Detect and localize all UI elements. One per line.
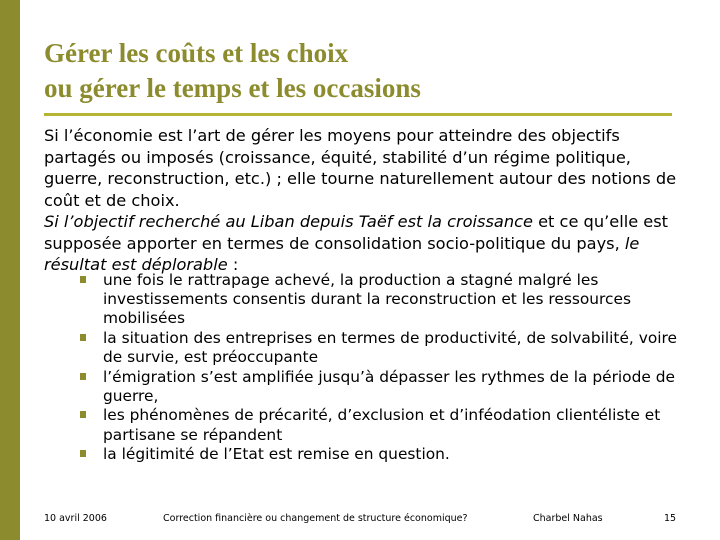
title-line-1: Gérer les coûts et les choix <box>44 38 349 68</box>
paragraph-2-tail: : <box>227 255 239 274</box>
list-item <box>80 271 700 328</box>
footer-author: Charbel Nahas <box>533 513 603 524</box>
paragraph-1: Si l’économie est l’art de gérer les moyens pour atteindre des objectifs partagés ou imposés (croissance, équité, stabilité d’un régime politique, guerre, reconstruction, etc.) ; elle tourne naturellement autour des notions de coût et de choix. <box>44 126 677 210</box>
list-item <box>80 329 700 367</box>
list-item-text: les phénomènes de précarité, d’exclusion et d’inféodation clientéliste et partisane se répandent <box>103 406 661 444</box>
list-item-text: l’émigration s’est amplifiée jusqu’à dépasser les rythmes de la période de guerre, <box>103 367 675 405</box>
bullet-square-icon <box>80 450 86 457</box>
bullet-list <box>80 271 700 465</box>
footer-subject: Correction financière ou changement de structure économique? <box>163 513 468 524</box>
bullet-square-icon <box>80 411 86 418</box>
bullet-square-icon <box>80 276 86 283</box>
title-line-2: ou gérer le temps et les occasions <box>44 73 421 103</box>
paragraph-2-italic: Si l’objectif recherché au Liban depuis Taëf est la croissance <box>44 212 533 231</box>
intro-text <box>44 125 684 276</box>
list-item-text: la légitimité de l’Etat est remise en question. <box>103 445 450 464</box>
list-item <box>80 368 700 406</box>
bullet-square-icon <box>80 373 86 380</box>
list-item <box>80 406 700 444</box>
slide-title <box>44 36 684 106</box>
list-item-text: la situation des entreprises en termes de productivité, de solvabilité, voire de survie, est préoccupante <box>103 328 677 366</box>
left-accent-bar <box>0 0 20 540</box>
list-item-text: une fois le rattrapage achevé, la production a stagné malgré les investissements consentis durant la reconstruction et les ressources mobilisées <box>103 271 631 328</box>
paragraph-2-middle: et ce qu’elle est supposée apporter en termes de consolidation socio-politique du pays, <box>44 212 669 253</box>
list-item <box>80 445 700 464</box>
title-divider <box>44 113 672 116</box>
bullet-square-icon <box>80 334 86 341</box>
footer-date: 10 avril 2006 <box>44 513 107 524</box>
footer-page-number: 15 <box>664 513 677 524</box>
paragraph-2-italic-end: le résultat est déplorable <box>44 233 640 274</box>
paragraph-2 <box>44 211 684 276</box>
